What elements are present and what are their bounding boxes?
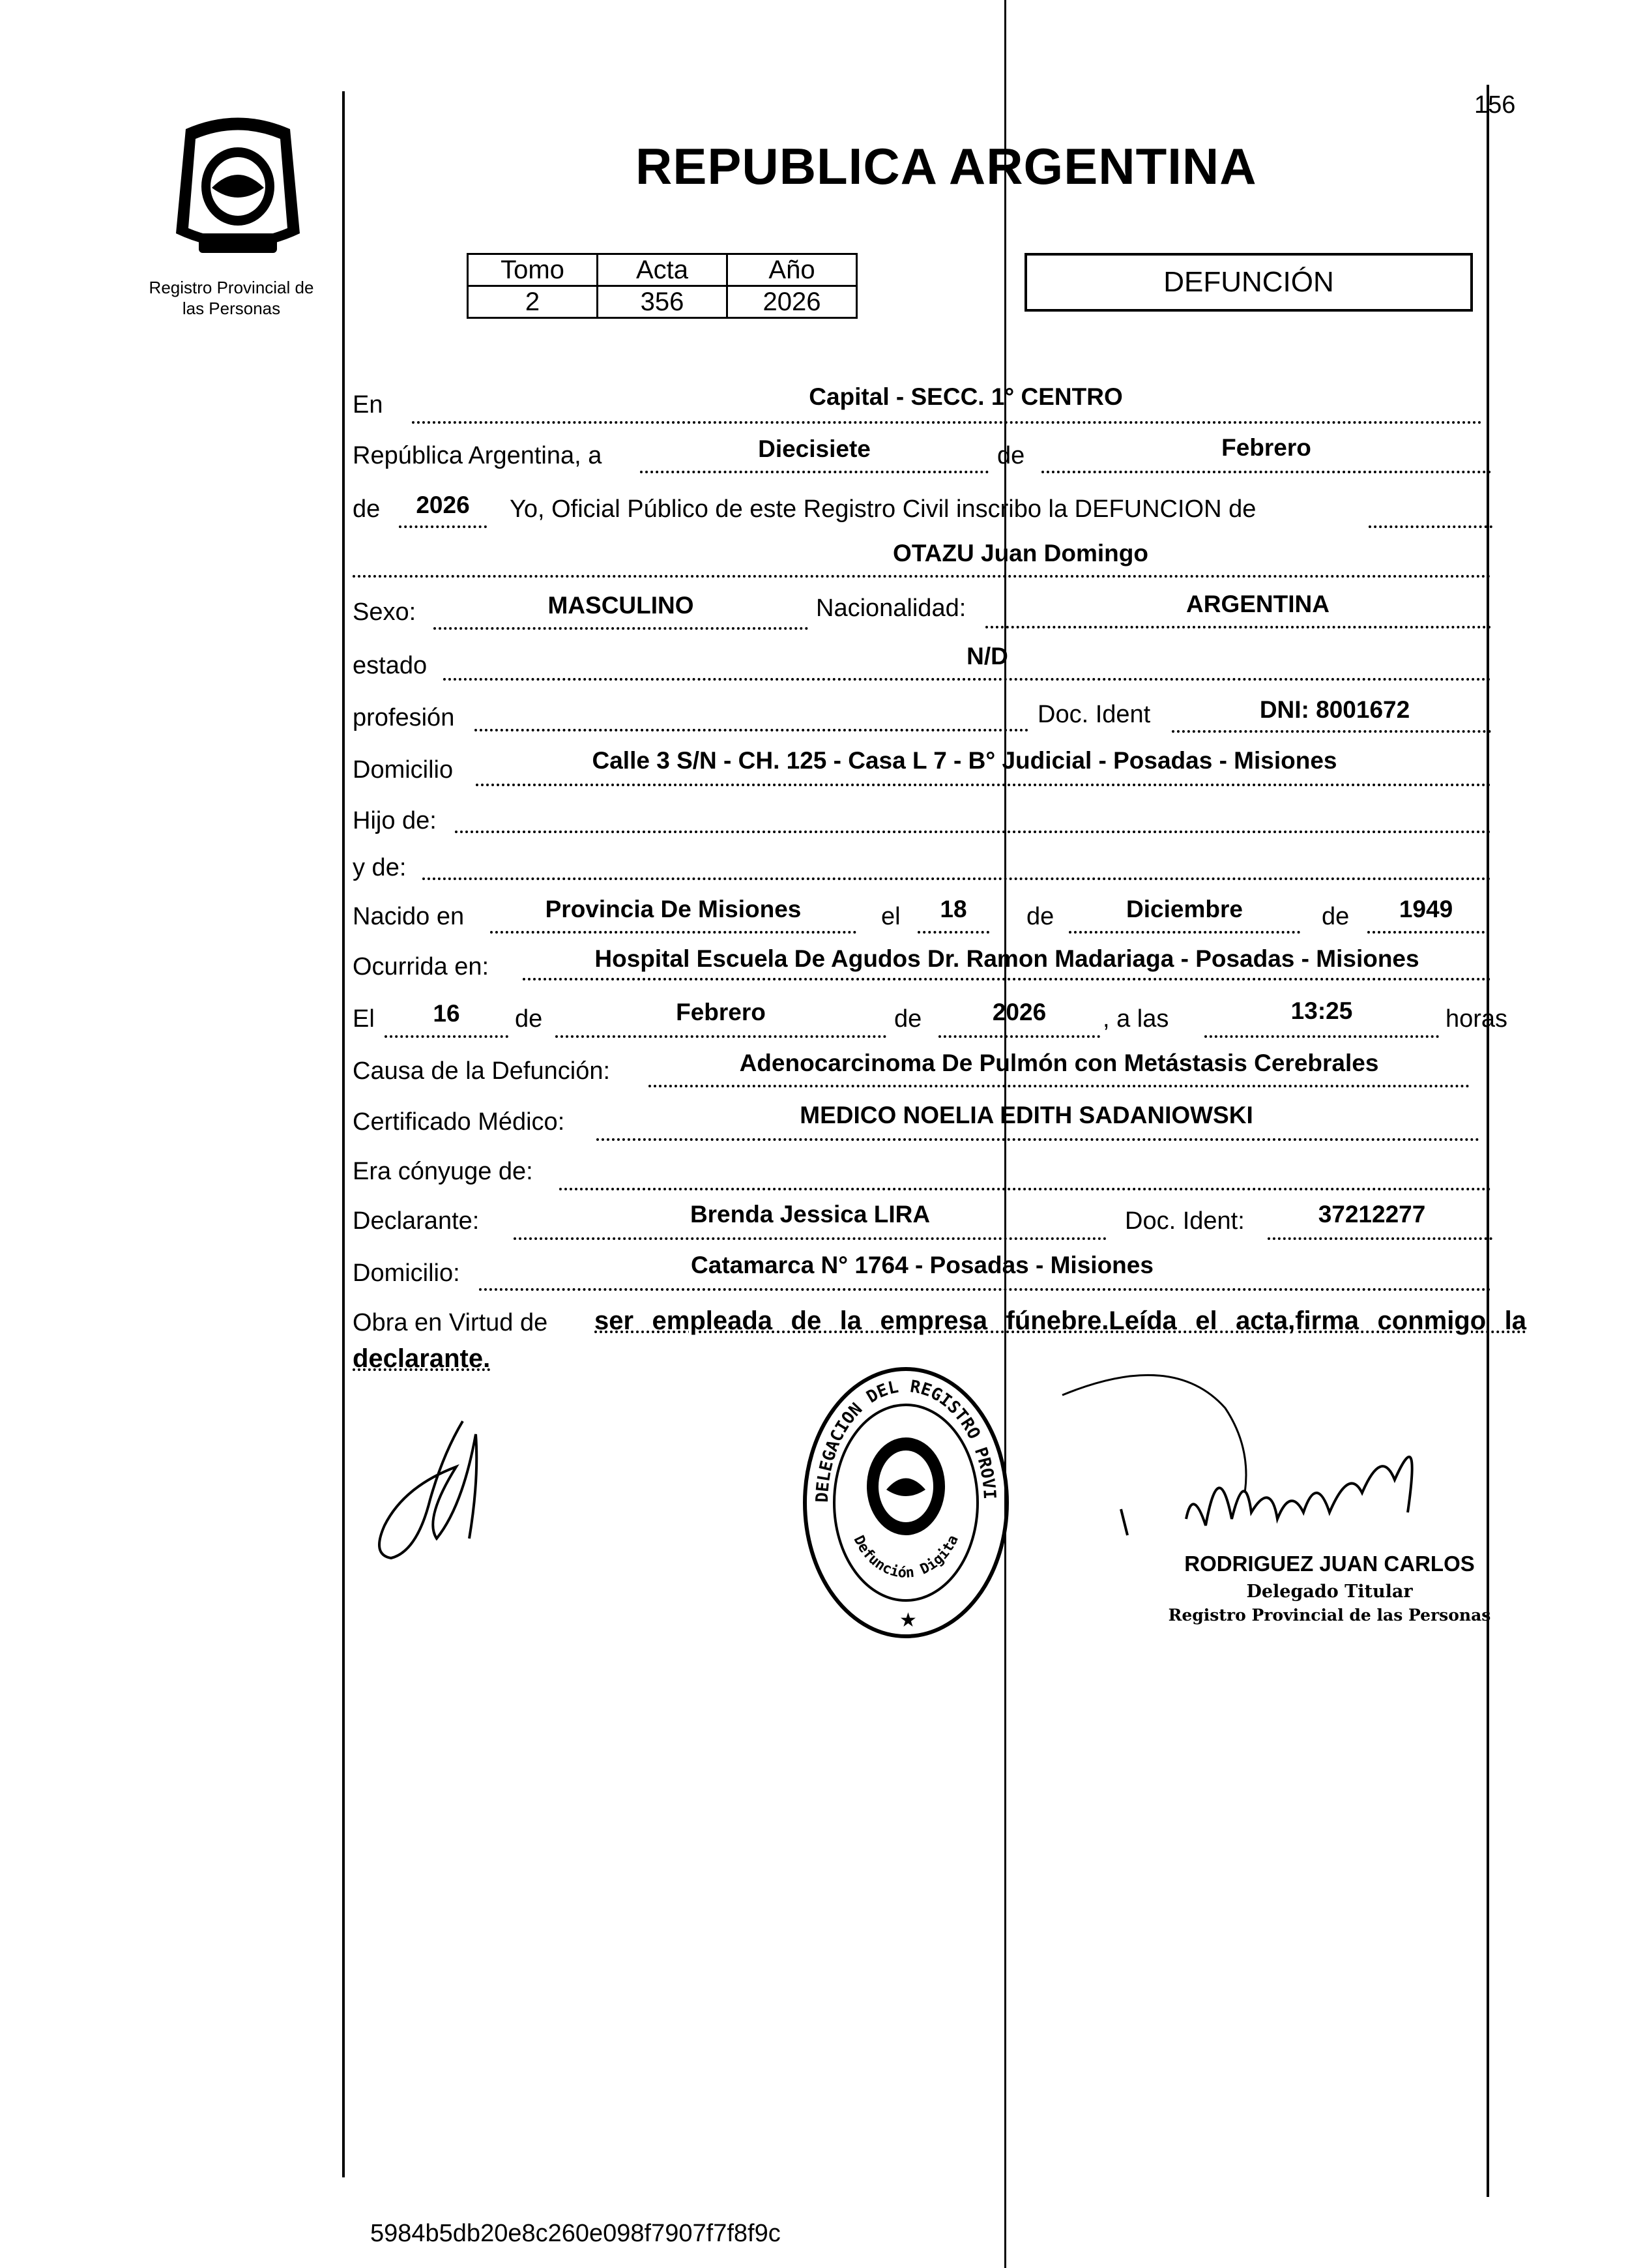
stamp-inner-text: Defunción Digita <box>850 1533 962 1582</box>
dots-ocurrida-en <box>523 978 1491 980</box>
value-ocurrida-en: Hospital Escuela De Agudos Dr. Ramon Madariaga - Posadas - Misiones <box>594 945 1419 972</box>
label-era-conyuge: Era cónyuge de: <box>353 1158 533 1185</box>
value-nacido-en: Provincia De Misiones <box>545 896 802 922</box>
label-de-nac-anio: de <box>1322 903 1350 930</box>
label-estado: estado <box>353 652 428 679</box>
label-y-de: y de: <box>353 854 407 881</box>
official-role: Delegado Titular <box>1246 1582 1413 1602</box>
dots-nombre <box>353 575 1491 578</box>
label-de-nac-mes: de <box>1026 903 1054 930</box>
value-certificado: MEDICO NOELIA EDITH SADANIOWSKI <box>800 1102 1253 1128</box>
label-de-anio: de <box>353 495 381 523</box>
org-line-1: Registro Provincial de <box>149 278 314 297</box>
dots-def-hora <box>1204 1035 1439 1038</box>
value-def-hora: 13:25 <box>1290 997 1353 1024</box>
value-mes: Febrero <box>1221 434 1311 461</box>
label-declarante-doc: Doc. Ident: <box>1125 1207 1245 1235</box>
label-obra-en-virtud: Obra en Virtud de <box>353 1309 548 1336</box>
value-estado: N/D <box>967 643 1008 670</box>
dots-causa <box>648 1085 1470 1087</box>
document-type-box: DEFUNCIÓN <box>1025 253 1473 312</box>
province-seal <box>160 110 316 269</box>
dots-certificado <box>596 1138 1479 1141</box>
value-lugar: Capital - SECC. 1° CENTRO <box>809 383 1123 410</box>
value-declarante-doc: 37212277 <box>1318 1201 1426 1228</box>
dots-lugar <box>412 421 1482 424</box>
label-nacido-en: Nacido en <box>353 903 465 930</box>
value-domicilio: Calle 3 S/N - CH. 125 - Casa L 7 - B° Judicial - Posadas - Misiones <box>592 747 1337 774</box>
label-nacionalidad: Nacionalidad: <box>816 595 967 622</box>
footer-hash: 5984b5db20e8c260e098f7907f7f8f9c <box>370 2220 781 2247</box>
right-margin-line <box>1487 85 1489 2197</box>
label-horas: horas <box>1446 1005 1508 1033</box>
scan-fold-line <box>1004 0 1006 2268</box>
dots-anio <box>399 525 487 528</box>
label-en: En <box>353 391 383 419</box>
tomo-value: 2 <box>468 286 598 318</box>
dots-doc-ident <box>1172 730 1491 733</box>
value-nac-anio: 1949 <box>1399 896 1453 922</box>
official-signature <box>1056 1369 1486 1568</box>
official-block <box>1147 1552 1512 1625</box>
dots-mes <box>1041 471 1491 473</box>
value-declarante: Brenda Jessica LIRA <box>690 1201 931 1228</box>
dots-nac-dia <box>918 931 989 934</box>
dots-nac-anio <box>1367 931 1485 934</box>
dots-hijo-de <box>455 831 1491 833</box>
label-de-def-anio: de <box>894 1005 922 1033</box>
label-certificado: Certificado Médico: <box>353 1108 565 1136</box>
label-declarante: Declarante: <box>353 1207 480 1235</box>
official-name: RODRIGUEZ JUAN CARLOS <box>1184 1552 1475 1576</box>
issuing-organization <box>124 277 339 319</box>
value-nacionalidad: ARGENTINA <box>1186 591 1330 617</box>
label-domicilio-declarante: Domicilio: <box>353 1259 460 1287</box>
value-nac-dia: 18 <box>940 896 967 922</box>
declarant-signature <box>365 1408 515 1574</box>
value-def-mes: Febrero <box>676 999 766 1025</box>
value-def-dia: 16 <box>433 1000 460 1027</box>
value-doc-ident: DNI: 8001672 <box>1259 696 1410 723</box>
dots-estado <box>443 678 1491 681</box>
declarant-signature-icon <box>365 1408 515 1571</box>
page-number: 156 <box>1474 91 1516 119</box>
anio-header: Año <box>727 254 857 286</box>
label-causa: Causa de la Defunción: <box>353 1057 611 1085</box>
stamp-outer-text: DELEGACION DEL REGISTRO PROVI <box>812 1377 1000 1503</box>
value-obra-line-2: declarante. <box>353 1344 491 1373</box>
value-def-anio: 2026 <box>992 999 1047 1025</box>
label-ocurrida-en: Ocurrida en: <box>353 953 489 980</box>
label-yo-oficial: Yo, Oficial Público de este Registro Civil inscribo la DEFUNCION de <box>510 495 1257 523</box>
value-obra-line-1: ser empleada de la empresa fúnebre.Leída el acta,firma conmigo la <box>594 1306 1526 1335</box>
label-doc-ident: Doc. Ident <box>1038 701 1151 728</box>
registry-table <box>467 253 858 319</box>
dots-def-anio <box>938 1035 1100 1038</box>
label-de-mes: de <box>997 442 1025 469</box>
dots-def-dia <box>385 1035 508 1038</box>
acta-value: 356 <box>598 286 727 318</box>
label-a-las: , a las <box>1103 1005 1169 1033</box>
dots-dia <box>640 471 989 473</box>
dots-def-mes <box>555 1035 886 1038</box>
page-title: REPUBLICA ARGENTINA <box>635 138 1257 195</box>
official-stamp-icon <box>798 1362 1013 1643</box>
anio-value: 2026 <box>727 286 857 318</box>
value-domicilio-declarante: Catamarca N° 1764 - Posadas - Misiones <box>691 1252 1154 1278</box>
value-sexo: MASCULINO <box>547 592 694 619</box>
province-seal-icon <box>160 110 316 266</box>
official-signature-icon <box>1056 1369 1486 1565</box>
dots-nacido-en <box>490 931 856 934</box>
label-republica: República Argentina, a <box>353 442 602 469</box>
label-domicilio: Domicilio <box>353 756 454 784</box>
value-dia-letras: Diecisiete <box>758 435 871 462</box>
official-stamp <box>798 1362 1013 1646</box>
value-causa: Adenocarcinoma De Pulmón con Metástasis Cerebrales <box>739 1050 1379 1076</box>
value-nac-mes: Diciembre <box>1126 896 1243 922</box>
dots-domicilio <box>476 784 1491 786</box>
left-margin-line <box>342 91 345 2177</box>
label-el: el <box>881 903 901 930</box>
dots-domicilio-declarante <box>479 1288 1491 1291</box>
svg-text:★: ★ <box>899 1609 917 1632</box>
acta-header: Acta <box>598 254 727 286</box>
dots-y-de <box>422 877 1491 880</box>
dots-sexo <box>433 627 808 630</box>
label-sexo: Sexo: <box>353 598 416 626</box>
dots-profesion <box>474 729 1028 731</box>
org-line-2: las Personas <box>182 299 281 318</box>
dots-declarante <box>514 1237 1107 1240</box>
tomo-header: Tomo <box>468 254 598 286</box>
value-anio: 2026 <box>416 492 470 518</box>
dots-de-trailing <box>1369 525 1492 528</box>
official-org: Registro Provincial de las Personas <box>1168 1606 1491 1625</box>
dots-nacionalidad <box>985 626 1491 628</box>
label-de-def-mes: de <box>515 1005 543 1033</box>
value-nombre: OTAZU Juan Domingo <box>893 540 1148 567</box>
dots-nac-mes <box>1069 931 1300 934</box>
label-hijo-de: Hijo de: <box>353 807 437 834</box>
label-el-fecha: El <box>353 1005 375 1033</box>
dots-era-conyuge <box>559 1188 1491 1190</box>
label-profesion: profesión <box>353 704 455 731</box>
dots-declarante-doc <box>1268 1237 1492 1240</box>
